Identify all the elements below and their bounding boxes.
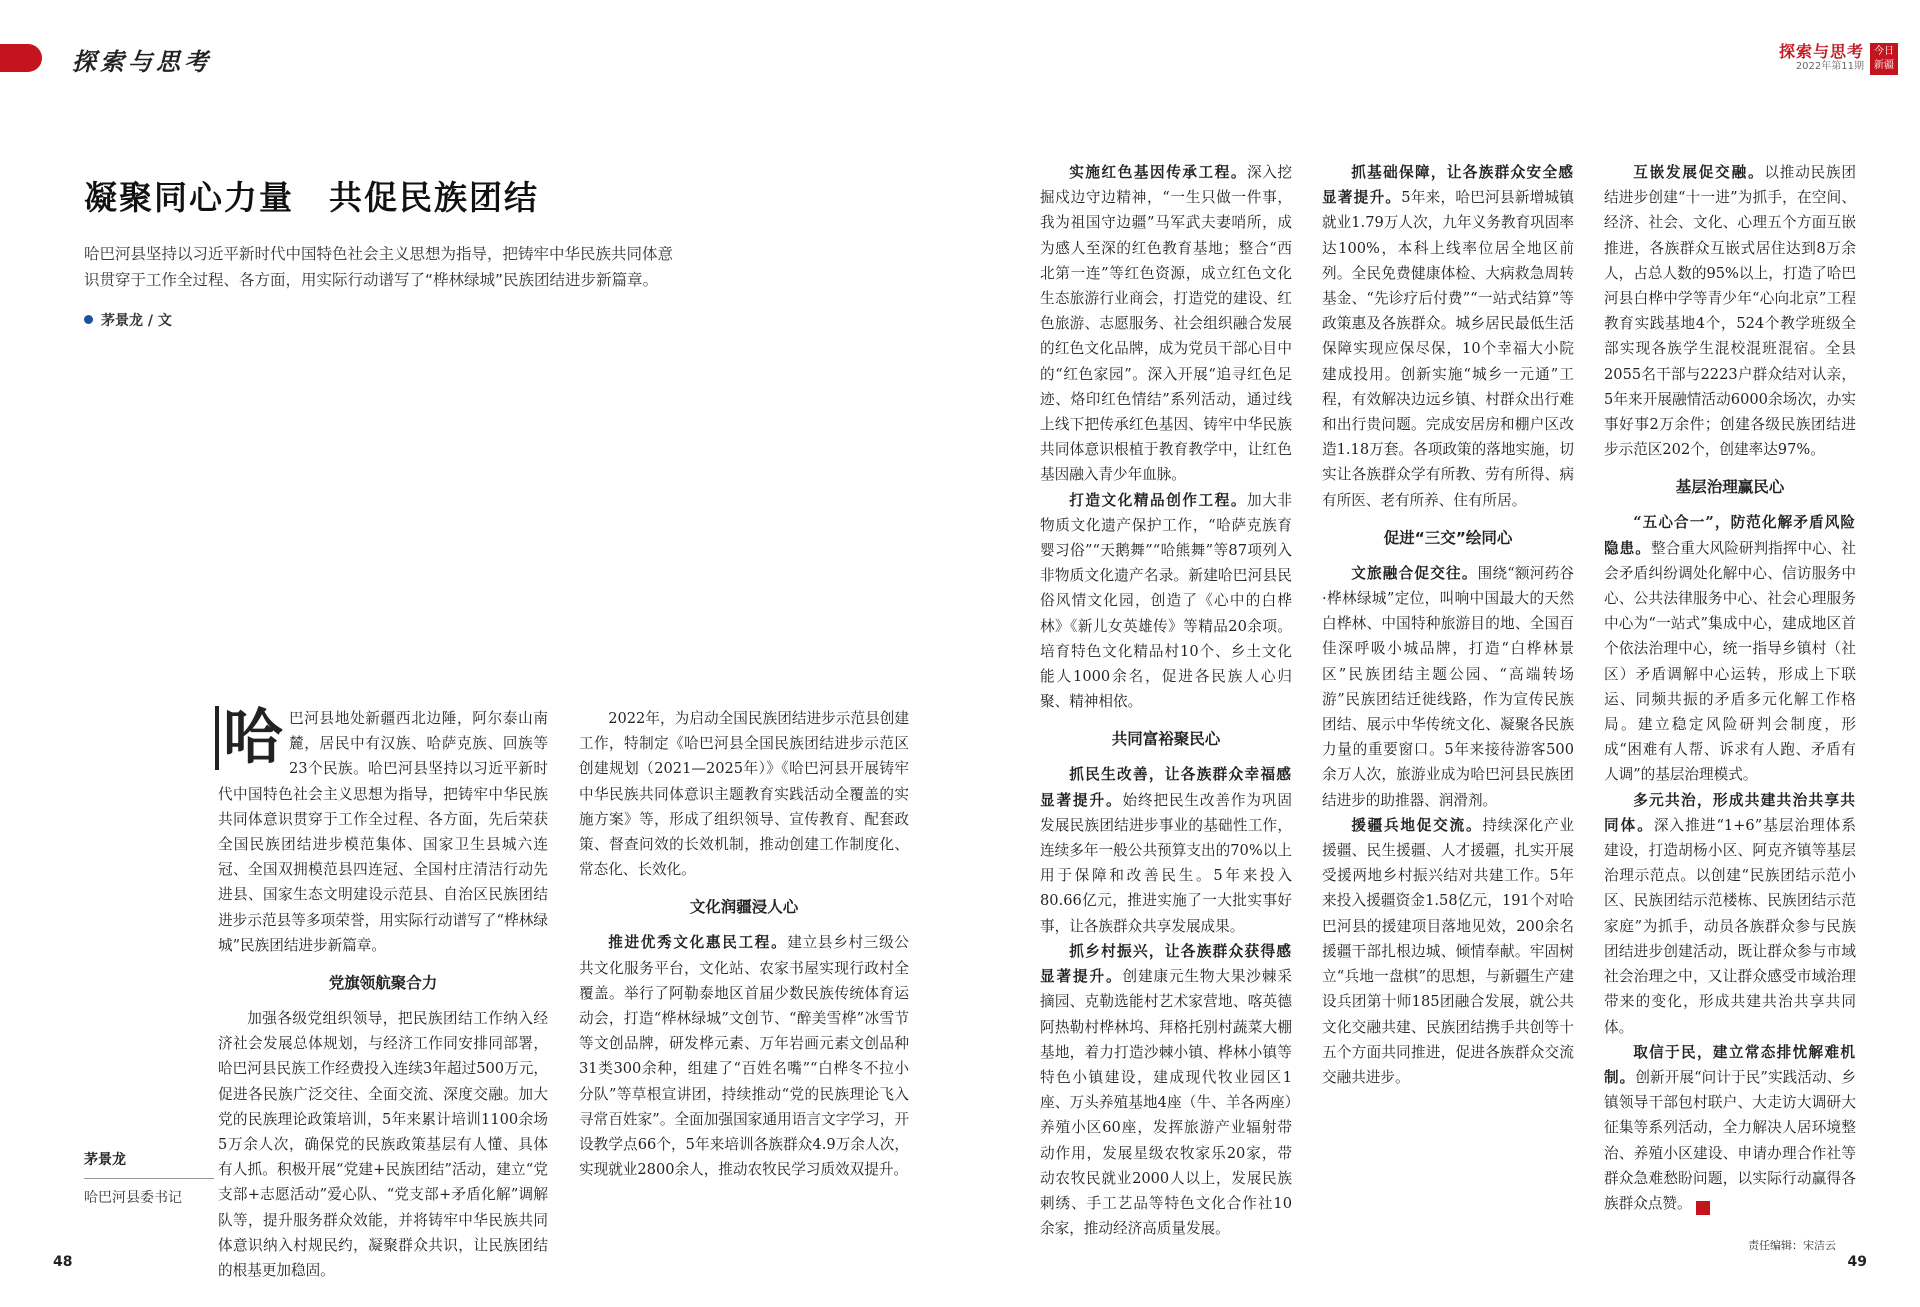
- paragraph-lead-in: 抓乡村振兴，让各族群众获得感显著提升。: [1040, 942, 1292, 986]
- magazine-brand: [1779, 43, 1864, 73]
- text-column-5: [1604, 160, 1856, 1216]
- brand-title: 探索与思考: [1778, 42, 1864, 61]
- paragraph-text: 加大非物质文化遗产保护工作，“哈萨克族育婴习俗”“天鹅舞”“哈熊舞”等87项列入非物质文化遗产名录。新建哈巴河县民俗风情文化园，创造了《心中的白桦林》《新儿女英雄传》等精品20余项。培育特色文化精品村10个、乡土文化能人1000余名，促进各民族人心归聚、精神相依。: [1040, 491, 1292, 711]
- paragraph-lead-in: 援疆兵地促交流。: [1351, 816, 1483, 834]
- drop-cap: 哈: [215, 706, 283, 770]
- paragraph-lead-in: 抓基础保障，让各族群众安全感显著提升。: [1322, 164, 1574, 207]
- paragraph: [1040, 160, 1292, 488]
- section-heading-4: 促进“三交”绘同心: [1383, 528, 1513, 547]
- brand-issue: 2022年第11期: [1795, 61, 1864, 72]
- page-number-left: 48: [53, 1254, 73, 1270]
- paragraph-lead-in: 多元共治，形成共建共治共享共同体。: [1604, 791, 1856, 834]
- paragraph-lead-in: 文旅融合促交往。: [1351, 564, 1478, 582]
- section-title-left: 探索与思考: [72, 47, 212, 76]
- section-tab-marker: [0, 44, 42, 72]
- text-column-2: [579, 706, 909, 1182]
- paragraph: [1040, 762, 1292, 938]
- paragraph: [1604, 510, 1856, 787]
- paragraph: [1322, 160, 1574, 513]
- paragraph-text: 围绕“额河药谷·桦林绿城”定位，叫响中国最大的天然白桦林、中国特种旅游目的地、全国百佳深呼吸小城品牌，打造“白桦林景区”民族团结主题公园、“高端转场游”民族团结迁徙线路，作为宣传民族团结、展示中华传统文化、凝聚各民族力量的重要窗口。5年来接待游客500余万人次，旅游业成为哈巴河县民族团结进步的助推器、润滑剂。: [1322, 564, 1574, 809]
- paragraph: [1322, 561, 1574, 813]
- paragraph: [1040, 488, 1292, 715]
- article-lead: 哈巴河县坚持以习近平新时代中国特色社会主义思想为指导，把铸牢中华民族共同体意识贯穿于工作全过程、各方面，用实际行动谱写了“桦林绿城”民族团结进步新篇章。: [84, 245, 674, 289]
- paragraph-text: 深入推进“1+6”基层治理体系建设，打造胡杨小区、阿克齐镇等基层治理示范点。以创建“民族团结示范小区、民族团结示范楼栋、民族团结示范家庭”为抓手，动员各族群众参与民族团结进步创建活动，既让群众参与市域社会治理之中，又让群众感受市域治理带来的变化，形成共建共治共享共同体。: [1604, 816, 1856, 1036]
- paragraph-text: 整合重大风险研判指挥中心、社会矛盾纠纷调处化解中心、信访服务中心、公共法律服务中心、社会心理服务中心为“一站式”集成中心，建成地区首个依法治理中心，统一指导乡镇村（社区）矛盾调解中心运转，形成上下联运、同频共振的矛盾多元化解工作格局。建立稳定风险研判会制度，形成“困难有人帮、诉求有人跑、矛盾有人调”的基层治理模式。: [1604, 539, 1856, 784]
- byline-text: 茅景龙 / 文: [101, 313, 172, 329]
- paragraph-lead-in: 互嵌发展促交融。: [1633, 164, 1765, 181]
- author-box: [84, 1148, 214, 1209]
- brand-logo-box: 今日新疆: [1870, 43, 1898, 75]
- section-heading-5: 基层治理赢民心: [1675, 478, 1785, 497]
- byline: [84, 310, 172, 330]
- paragraph: [1604, 1040, 1856, 1216]
- section-heading-3: 共同富裕聚民心: [1111, 730, 1221, 749]
- paragraph-lead-in: 取信于民，建立常态排忧解难机制。: [1604, 1043, 1856, 1086]
- byline-dot-icon: [84, 315, 93, 324]
- text-column-3: [1040, 160, 1292, 1241]
- end-mark-icon: J: [1696, 1201, 1710, 1215]
- author-name: 茅景龙: [84, 1152, 126, 1168]
- author-divider: [84, 1178, 214, 1179]
- paragraph: 加强各级党组织领导，把民族团结工作纳入经济社会发展总体规划，与经济工作同安排同部署，哈巴河县民族工作经费投入连续3年超过500万元，促进各民族广泛交往、全面交流、深度交融。加大党的民族理论政策培训，5年来累计培训1100余场5万余人次，确保党的民族政策基层有人懂、具体有人抓。积极开展“党建+民族团结”活动，建立“党支部+志愿活动”爱心队、“党支部+矛盾化解”调解队等，提升服务群众效能，并将铸牢中华民族共同体意识纳入村规民约，凝聚群众共识，让民族团结的根基更加稳固。: [218, 1010, 548, 1280]
- paragraph-lead-in: 抓民生改善，让各族群众幸福感显著提升。: [1040, 766, 1292, 809]
- intro-paragraph: [218, 703, 548, 958]
- article-title: 凝聚同心力量 共促民族团结: [84, 178, 539, 217]
- paragraph: [579, 930, 909, 1182]
- paragraph-text: 创新开展“问计于民”实践活动、乡镇领导干部包村联户、大走访大调研大征集等系列活动，全力解决人居环境整治、养殖小区建设、申请办理合作社等群众急难愁盼问题，以实际行动赢得各族群众点赞。: [1604, 1068, 1856, 1212]
- intro-text: 巴河县地处新疆西北边陲，阿尔泰山南麓，居民中有汉族、哈萨克族、回族等23个民族。哈巴河县坚持以习近平新时代中国特色社会主义思想为指导，把铸牢中华民族共同体意识贯穿于工作全过程、各方面，先后荣获全国民族团结进步模范集体、国家卫生县城六连冠、全国双拥模范县四连冠、全国村庄清洁行动先进县、国家生态文明建设示范县、自治区民族团结进步示范县等多项荣誉，用实际行动谱写了“桦林绿城”民族团结进步新篇章。: [218, 710, 548, 954]
- paragraph-text: 深入挖掘戍边守边精神，“一生只做一件事，我为祖国守边疆”马军武夫妻哨所，成为感人至深的红色教育基地；整合“西北第一连”等红色资源，成立红色文化生态旅游行业商会，打造党的建设、红色旅游、志愿服务、社会组织融合发展的红色文化品牌，成为党员干部心目中的“红色家园”。深入开展“追寻红色足迹、烙印红色情结”系列活动，通过线上线下把传承红色基因、铸牢中华民族共同体意识根植于教育教学中，让红色基因融入青少年血脉。: [1040, 164, 1292, 484]
- paragraph-lead-in: 打造文化精品创作工程。: [1069, 491, 1248, 509]
- paragraph: 2022年，为启动全国民族团结进步示范县创建工作，特制定《哈巴河县全国民族团结进步示范区创建规划（2021—2025年）》《哈巴河县开展铸牢中华民族共同体意识主题教育实践活动全覆盖的实施方案》等，形成了组织领导、宣传教育、配套政策、督查问效的长效机制，推动创建工作制度化、常态化、长效化。: [579, 710, 909, 879]
- paragraph: [1604, 788, 1856, 1040]
- paragraph-text: 以推动民族团结进步创建“十一进”为抓手，在空间、经济、社会、文化、心理五个方面互嵌推进，各族群众互嵌式居住达到8万余人，占总人数的95%以上，打造了哈巴河县白桦中学等青少年“心向北京”工程教育实践基地4个，524个教学班级全部实现各族学生混校混班混宿。全县2055名干部与2223户群众结对认亲，5年来开展融情活动6000余场次，办实事好事2万余件；创建各级民族团结进步示范区202个，创建率达97%。: [1604, 164, 1856, 459]
- paragraph: [1604, 160, 1856, 462]
- paragraph: [1040, 939, 1292, 1241]
- paragraph-text: 创建康元生物大果沙棘采摘园、克勒选能村艺术家营地、喀英德阿热勒村桦林坞、拜格托别村蔬菜大棚基地，着力打造沙棘小镇、桦林小镇等特色小镇建设，建成现代牧业园区1座、万头养殖基地4座（牛、羊各两座）养殖小区60座，发挥旅游产业辐射带动作用，发展星级农牧家乐20家，带动农牧民就业2000人以上，发展民族刺绣、手工艺品等特色文化合作社10余家，推动经济高质量发展。: [1040, 968, 1292, 1238]
- paragraph-lead-in: 推进优秀文化惠民工程。: [608, 934, 788, 952]
- paragraph-text: 始终把民生改善作为巩固发展民族团结进步事业的基础性工作，连续多年一般公共预算支出的70%以上用于保障和改善民生。5年来投入80.66亿元，推进实施了一大批实事好事，让各族群众共享发展成果。: [1040, 791, 1292, 935]
- text-column-4: [1322, 160, 1574, 1090]
- paragraph: [1322, 813, 1574, 1090]
- author-role: 哈巴河县委书记: [84, 1190, 182, 1206]
- paragraph-text: 建立县乡村三级公共文化服务平台，文化站、农家书屋实现行政村全覆盖。举行了阿勒泰地区首届少数民族传统体育运动会，打造“桦林绿城”文创节、“醉美雪桦”冰雪节等文创品牌，研发桦元素、万年岩画元素文创品种31类300余种，组建了“百姓名嘴”“白桦冬不拉小分队”等草根宣讲团，持续推动“党的民族理论飞入寻常百姓家”。全面加强国家通用语言文字学习，开设教学点66个，5年来培训各族群众4.9万余人次，实现就业2800余人，推动农牧民学习质效双提升。: [579, 934, 909, 1179]
- paragraph-lead-in: “五心合一”，防范化解矛盾风险隐患。: [1604, 514, 1856, 557]
- paragraph-text: 持续深化产业援疆、民生援疆、人才援疆，扎实开展受援两地乡村振兴结对共建工作。5年来投入援疆资金1.58亿元，191个对哈巴河县的援建项目落地见效，200余名援疆干部扎根边城、倾情奉献。牢固树立“兵地一盘棋”的思想，与新疆生产建设兵团第十师185团融合发展，就公共文化交融共建、民族团结携手共创等十五个方面共同推进，促进各族群众交流交融共进步。: [1322, 816, 1574, 1086]
- paragraph-lead-in: 实施红色基因传承工程。: [1069, 164, 1248, 181]
- text-column-1: [218, 703, 548, 1283]
- section-heading-2: 文化润疆浸人心: [689, 898, 799, 917]
- page-number-right: 49: [1847, 1254, 1867, 1270]
- editor-credit: 责任编辑：宋洁云: [1748, 1239, 1836, 1252]
- paragraph-text: 5年来，哈巴河县新增城镇就业1.79万人次，九年义务教育巩固率达100%，本科上线率位居全地区前列。全民免费健康体检、大病救急周转基金、“先诊疗后付费”“一站式结算”等政策惠及各族群众。城乡居民最低生活保障实现应保尽保，10个幸福大小院建成投用。创新实施“城乡一元通”工程，有效解决边远乡镇、村群众出行难和出行贵问题。完成安居房和棚户区改造1.18万套。各项政策的落地实施，切实让各族群众学有所教、劳有所得、病有所医、老有所养、住有所居。: [1322, 189, 1574, 509]
- section-heading-1: 党旗领航聚合力: [328, 974, 438, 993]
